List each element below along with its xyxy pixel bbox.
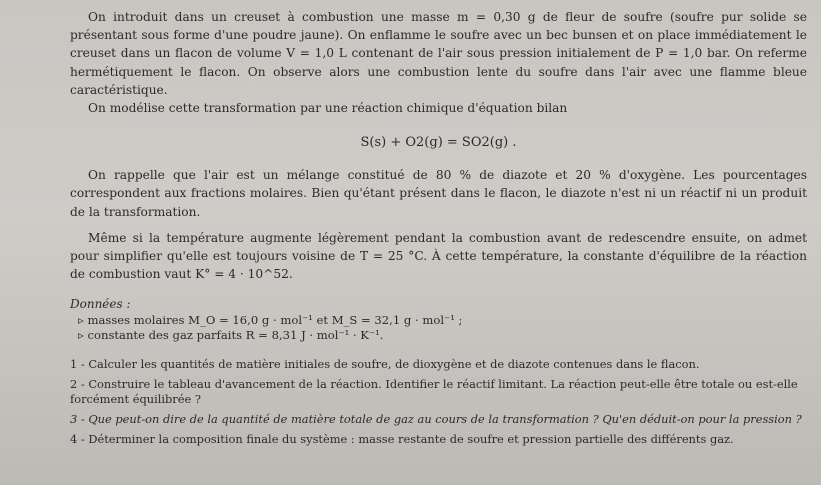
question-2: 2 - Construire le tableau d'avancement de la réaction. Identifier le réactif limitant. La réaction peut-elle être totale ou est-elle forcément équilibrée ?	[70, 377, 798, 407]
question-1: 1 - Calculer les quantités de matière initiales de soufre, de dioxygène et de diazote contenues dans le flacon.	[70, 357, 700, 372]
donnees-gas-constant: ▹ constante des gaz parfaits R = 8,31 J · mol⁻¹ · K⁻¹.	[78, 328, 384, 343]
donnees-title: Données :	[70, 297, 131, 312]
question-3: 3 - Que peut-on dire de la quantité de matière totale de gaz au cours de la transformation ? Qu'en déduit-on pour la pression ?	[70, 412, 802, 427]
donnees-molar-masses: ▹ masses molaires M_O = 16,0 g · mol⁻¹ et M_S = 32,1 g · mol⁻¹ ;	[78, 313, 463, 328]
temperature-paragraph: Même si la température augmente légèrement pendant la combustion avant de redescendre ensuite, on admet pour simplifier qu'elle est toujours voisine de T = 25 °C. À cette température, la constante d'équilibre de la réaction de combustion vaut K° = 4 · 10^52.	[70, 230, 807, 282]
intro-model-sentence: On modélise cette transformation par une réaction chimique d'équation bilan	[88, 101, 568, 116]
air-composition-paragraph: On rappelle que l'air est un mélange constitué de 80 % de diazote et 20 % d'oxygène. Les pourcentages correspondent aux fractions molaires. Bien qu'étant présent dans le flacon, le diazote n'est ni un réactif ni un produit de la transformation.	[70, 168, 807, 219]
intro-paragraph: On introduit dans un creuset à combustion une masse m = 0,30 g de fleur de soufre (soufre pur solide se présentant sous forme d'une poudre jaune). On enflamme le soufre avec un bec bunsen et on place immédiatement le creuset dans un flacon de volume V = 1,0 L contenant de l'air sous pression initialement de P = 1,0 bar. On referme hermétiquement le flacon. On observe alors une combustion lente du soufre dans l'air avec une flamme bleue caractéristique.	[70, 10, 807, 97]
reaction-equation: S(s) + O2(g) = SO2(g) .	[360, 135, 517, 151]
question-4: 4 - Déterminer la composition finale du système : masse restante de soufre et pression partielle des différents gaz.	[70, 432, 734, 447]
